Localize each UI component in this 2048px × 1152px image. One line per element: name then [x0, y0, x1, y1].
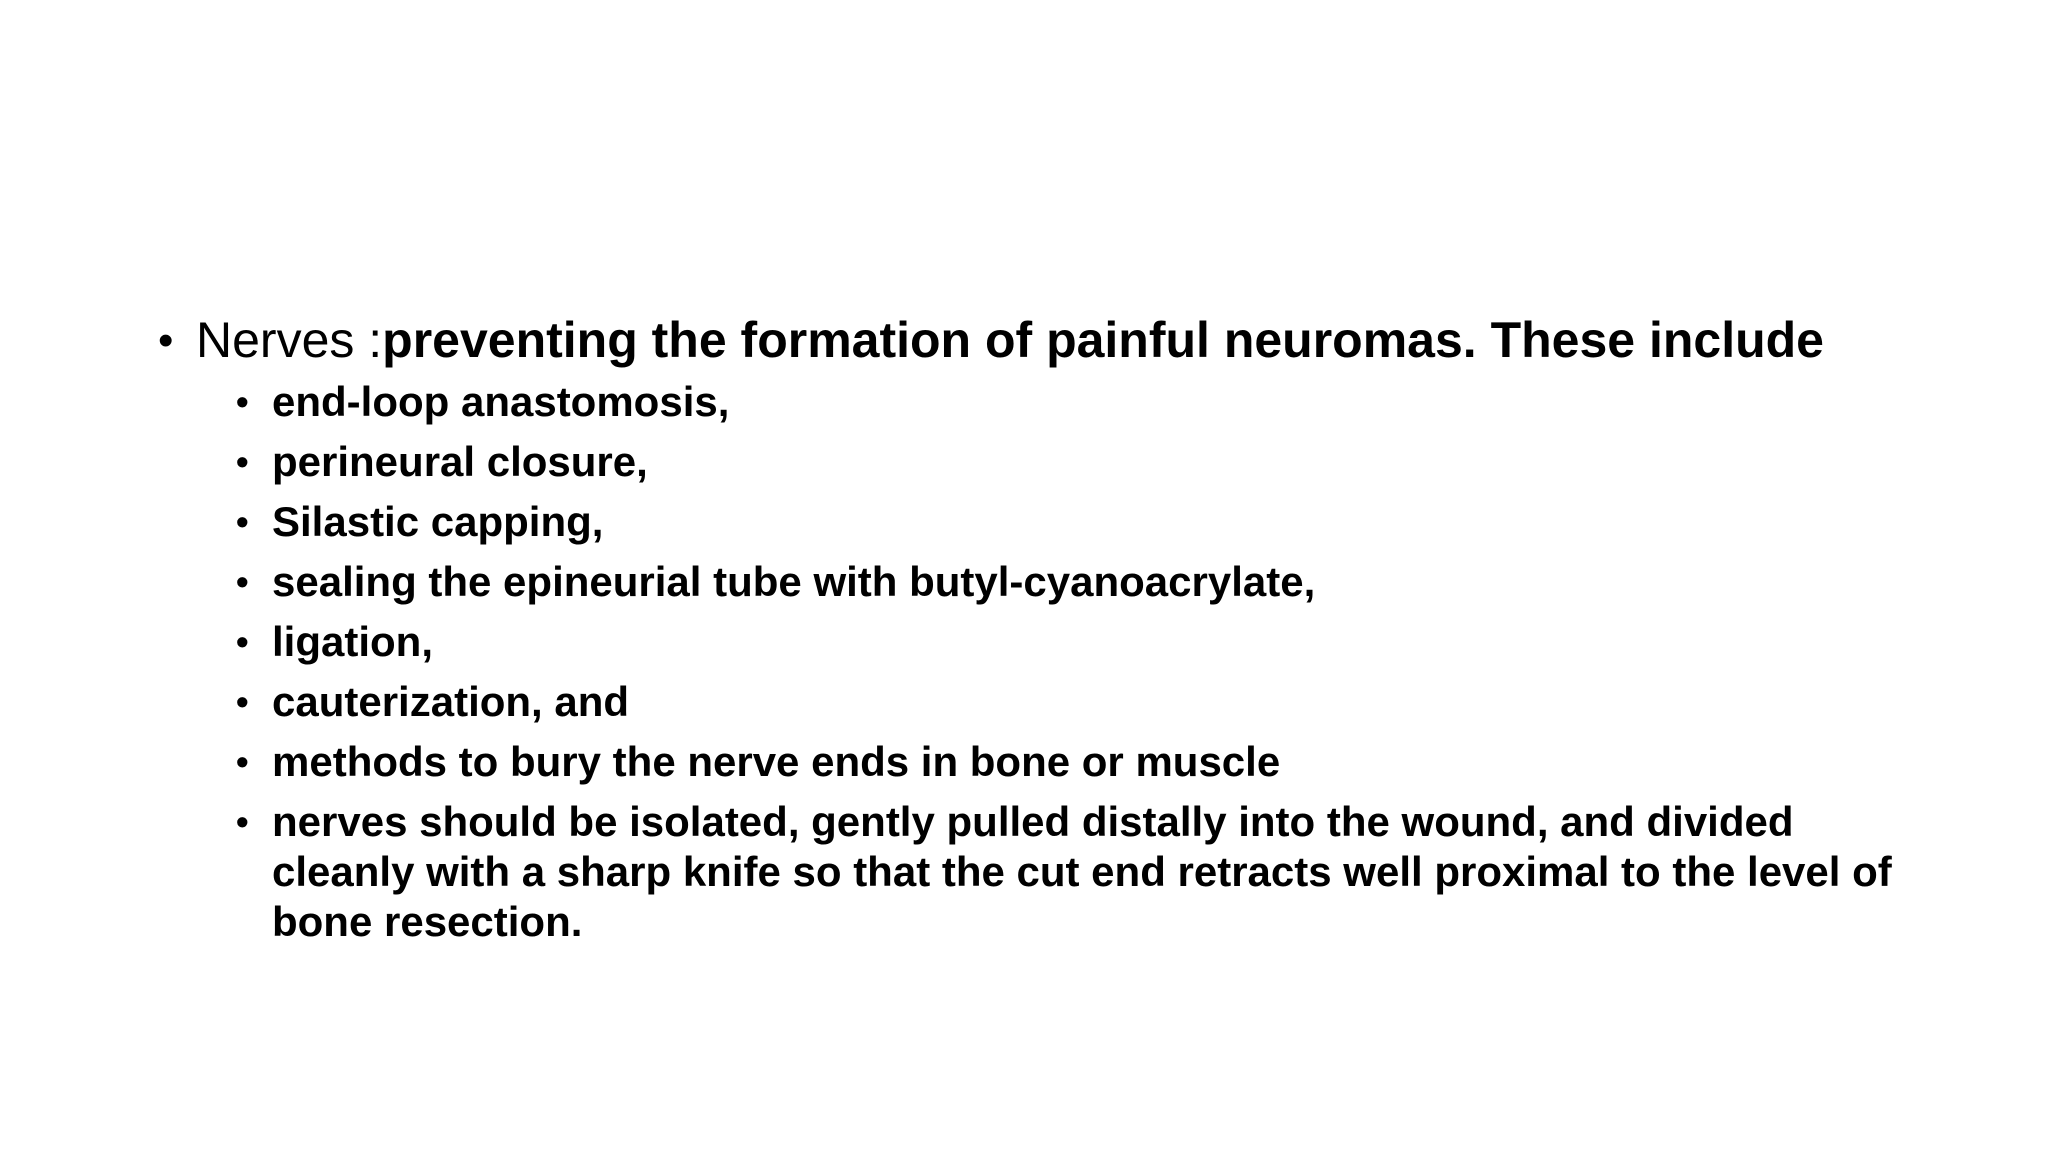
list-item-text: cauterization, and: [272, 678, 630, 725]
list-item: [236, 737, 1918, 787]
list-item-text: nerves should be isolated, gently pulled distally into the wound, and divided cleanly with a sharp knife so that the cut end retracts well proximal to the level of bone resection.: [272, 798, 1892, 945]
list-item: [236, 497, 1918, 547]
list-item: [236, 377, 1918, 427]
main-bullet-lead: Nerves :: [196, 312, 383, 368]
main-bullet-text: preventing the formation of painful neuromas. These include: [382, 312, 1824, 368]
list-item-text: methods to bury the nerve ends in bone or muscle: [272, 738, 1281, 785]
bullet-dot: •: [236, 741, 249, 782]
list-item-text: ligation,: [272, 618, 433, 665]
list-item-text: Silastic capping,: [272, 498, 604, 545]
main-bullet: [158, 312, 1918, 369]
bullet-dot: •: [236, 381, 249, 422]
list-item: [236, 677, 1918, 727]
list-item: [236, 557, 1918, 607]
list-item-text: perineural closure,: [272, 438, 648, 485]
slide-content: [158, 312, 1918, 957]
bullet-dot: •: [158, 316, 174, 365]
list-item: [236, 617, 1918, 667]
bullet-dot: •: [236, 801, 249, 842]
list-item-text: end-loop anastomosis,: [272, 378, 730, 425]
bullet-dot: •: [236, 501, 249, 542]
bullet-dot: •: [236, 441, 249, 482]
list-item-text: sealing the epineurial tube with butyl-cyanoacrylate,: [272, 558, 1316, 605]
bullet-dot: •: [236, 561, 249, 602]
bullet-dot: •: [236, 621, 249, 662]
list-item: [236, 797, 1918, 947]
bullet-dot: •: [236, 681, 249, 722]
list-item: [236, 437, 1918, 487]
sub-bullet-list: [158, 377, 1918, 947]
